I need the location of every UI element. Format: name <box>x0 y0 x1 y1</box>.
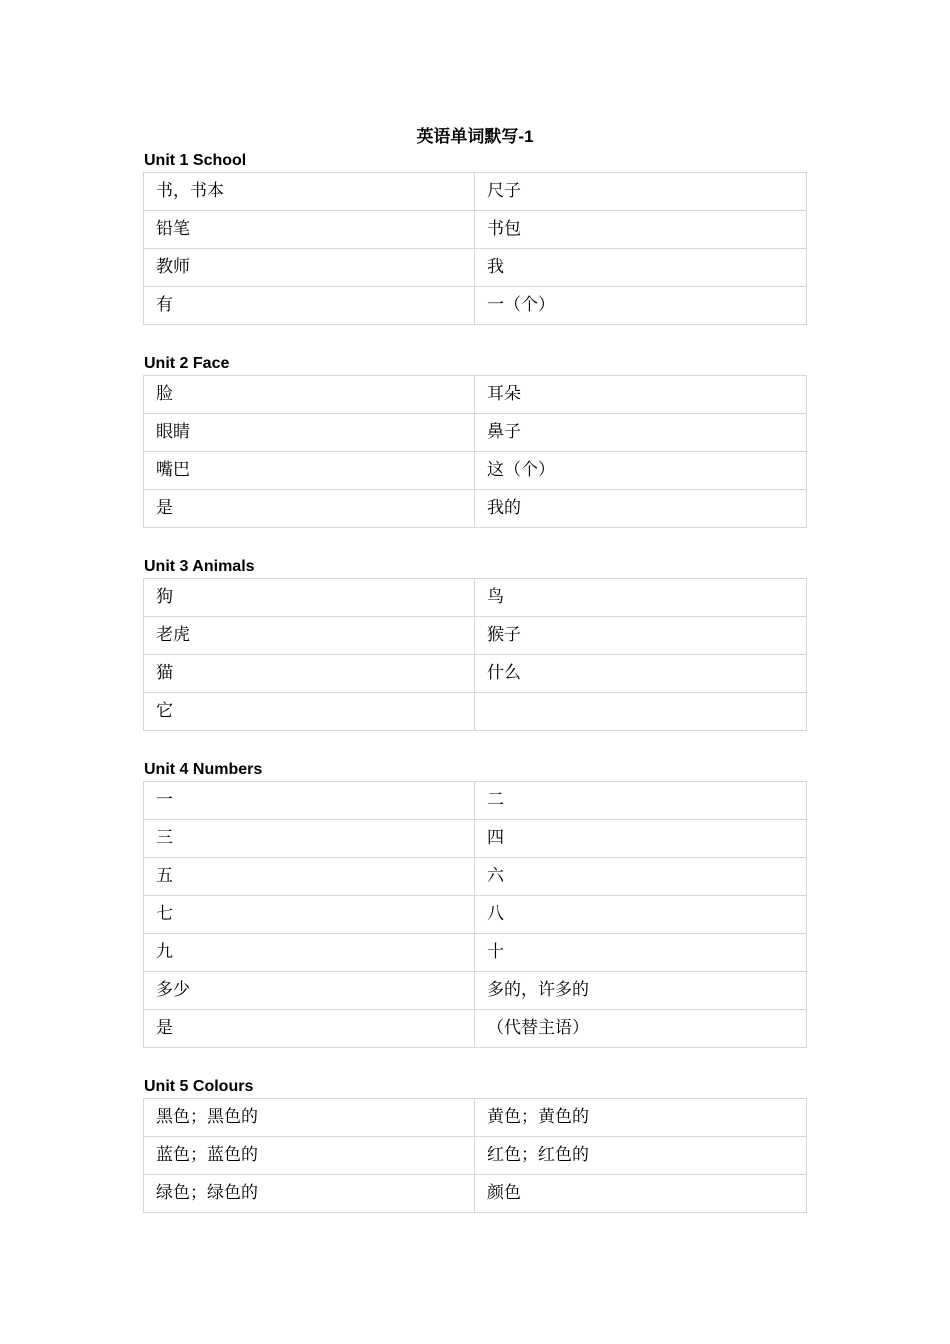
table-cell: 这（个） <box>475 452 807 490</box>
table-row <box>144 452 807 490</box>
table-cell: 尺子 <box>475 173 807 211</box>
table-cell: 我 <box>475 249 807 287</box>
table-cell: 颜色 <box>475 1175 807 1213</box>
table-cell: 黄色；黄色的 <box>475 1099 807 1137</box>
table-row <box>144 1099 807 1137</box>
table-cell: 是 <box>144 490 475 528</box>
table-cell: 多少 <box>144 972 475 1010</box>
table-cell: 它 <box>144 693 475 731</box>
table-row <box>144 972 807 1010</box>
unit-section-1 <box>143 150 807 325</box>
page-title: 英语单词默写-1 <box>416 127 534 146</box>
table-cell: 我的 <box>475 490 807 528</box>
table-cell: 老虎 <box>144 617 475 655</box>
table-row <box>144 1010 807 1048</box>
table-row <box>144 896 807 934</box>
table-cell: 黑色；黑色的 <box>144 1099 475 1137</box>
table-cell: （代替主语） <box>475 1010 807 1048</box>
table-cell: 六 <box>475 858 807 896</box>
table-cell: 书，书本 <box>144 173 475 211</box>
table-cell: 七 <box>144 896 475 934</box>
vocab-table <box>143 375 807 528</box>
table-cell: 教师 <box>144 249 475 287</box>
unit-section-5 <box>143 1076 807 1213</box>
table-cell: 什么 <box>475 655 807 693</box>
table-row <box>144 490 807 528</box>
table-cell: 八 <box>475 896 807 934</box>
table-cell: 九 <box>144 934 475 972</box>
table-cell: 猴子 <box>475 617 807 655</box>
table-row <box>144 934 807 972</box>
table-cell: 猫 <box>144 655 475 693</box>
table-row <box>144 287 807 325</box>
table-row <box>144 173 807 211</box>
table-row <box>144 1137 807 1175</box>
table-row <box>144 820 807 858</box>
table-cell: 眼睛 <box>144 414 475 452</box>
unit-heading: Unit 3 Animals <box>144 558 255 575</box>
unit-section-4 <box>143 759 807 1048</box>
table-cell: 嘴巴 <box>144 452 475 490</box>
table-cell: 脸 <box>144 376 475 414</box>
table-row <box>144 693 807 731</box>
table-cell: 十 <box>475 934 807 972</box>
table-cell: 二 <box>475 782 807 820</box>
vocab-table <box>143 172 807 325</box>
unit-heading: Unit 4 Numbers <box>144 761 263 778</box>
table-cell: 五 <box>144 858 475 896</box>
unit-heading: Unit 1 School <box>144 152 247 169</box>
table-row <box>144 249 807 287</box>
table-cell: 是 <box>144 1010 475 1048</box>
table-row <box>144 858 807 896</box>
table-row <box>144 617 807 655</box>
table-cell: 鸟 <box>475 579 807 617</box>
vocab-table <box>143 578 807 731</box>
table-cell: 鼻子 <box>475 414 807 452</box>
vocab-table <box>143 781 807 1048</box>
table-cell: 狗 <box>144 579 475 617</box>
table-row <box>144 579 807 617</box>
table-cell: 一（个） <box>475 287 807 325</box>
unit-heading: Unit 2 Face <box>144 355 230 372</box>
vocab-table <box>143 1098 807 1213</box>
unit-section-3 <box>143 556 807 731</box>
table-cell <box>475 693 807 731</box>
table-cell: 有 <box>144 287 475 325</box>
table-cell: 红色；红色的 <box>475 1137 807 1175</box>
table-row <box>144 782 807 820</box>
table-row <box>144 1175 807 1213</box>
table-cell: 绿色；绿色的 <box>144 1175 475 1213</box>
table-cell: 三 <box>144 820 475 858</box>
table-row <box>144 414 807 452</box>
table-row <box>144 655 807 693</box>
table-cell: 耳朵 <box>475 376 807 414</box>
table-cell: 书包 <box>475 211 807 249</box>
table-cell: 铅笔 <box>144 211 475 249</box>
table-cell: 多的，许多的 <box>475 972 807 1010</box>
table-cell: 四 <box>475 820 807 858</box>
unit-heading: Unit 5 Colours <box>144 1078 254 1095</box>
unit-section-2 <box>143 353 807 528</box>
table-cell: 蓝色；蓝色的 <box>144 1137 475 1175</box>
table-cell: 一 <box>144 782 475 820</box>
table-row <box>144 376 807 414</box>
table-row <box>144 211 807 249</box>
